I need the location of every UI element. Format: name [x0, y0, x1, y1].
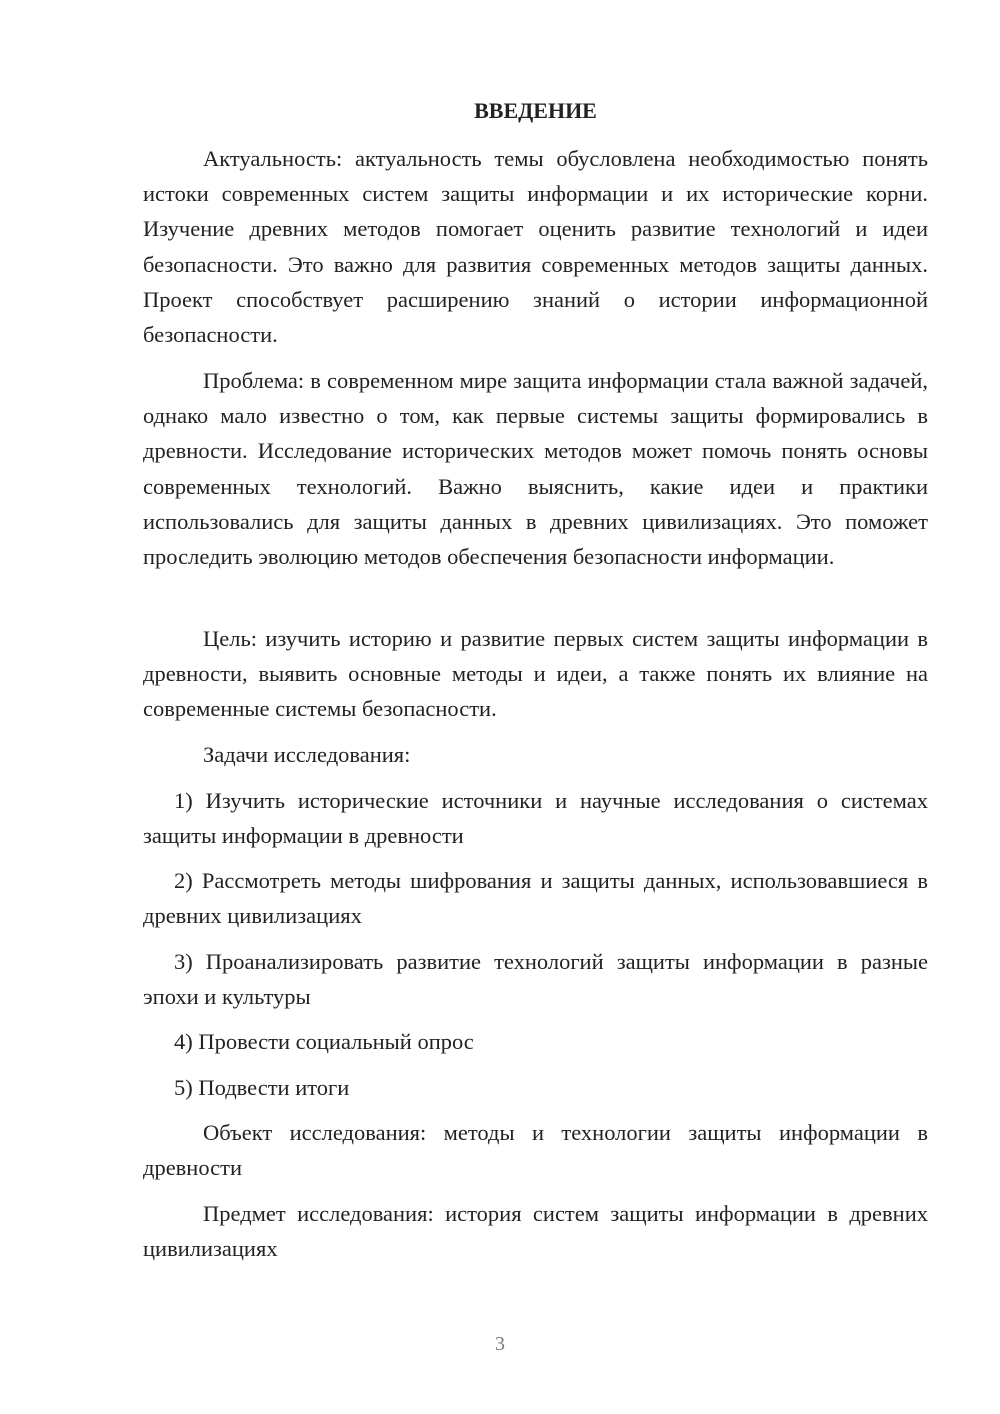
page-title: ВВЕДЕНИЕ	[474, 98, 597, 123]
tasks-heading: Задачи исследования:	[203, 742, 411, 767]
relevance-paragraph: Актуальность: актуальность темы обусловлена необходимостью понять истоки современных систем защиты информации и их исторические корни. Изучение древних методов помогает оценить развитие технологий и идеи безопасности. Это важно для развития современных методов защиты данных. Проект способствует расширению знаний о истории информационной безопасности.	[143, 146, 928, 348]
task-item: 1) Изучить исторические источники и научные исследования о системах защиты информации в древности	[143, 788, 928, 849]
object-paragraph: Объект исследования: методы и технологии защиты информации в древности	[143, 1120, 928, 1181]
problem-paragraph: Проблема: в современном мире защита информации стала важной задачей, однако мало известно о том, как первые системы защиты формировались в древности. Исследование исторических методов может помочь понять основы современных технологий. Важно выяснить, какие идеи и практики использовались для защиты данных в древних цивилизациях. Это поможет проследить эволюцию методов обеспечения безопасности информации.	[143, 368, 928, 570]
task-item: 3) Проанализировать развитие технологий защиты информации в разные эпохи и культуры	[143, 949, 928, 1010]
subject-paragraph: Предмет исследования: история систем защиты информации в древних цивилизациях	[143, 1201, 928, 1262]
page-number: 3	[495, 1333, 505, 1355]
goal-paragraph: Цель: изучить историю и развитие первых систем защиты информации в древности, выявить основные методы и идеи, а также понять их влияние на современные системы безопасности.	[143, 626, 928, 722]
task-item: 5) Подвести итоги	[174, 1075, 350, 1100]
task-item: 4) Провести социальный опрос	[174, 1029, 474, 1054]
task-item: 2) Рассмотреть методы шифрования и защиты данных, использовавшиеся в древних цивилизациях	[143, 868, 928, 929]
